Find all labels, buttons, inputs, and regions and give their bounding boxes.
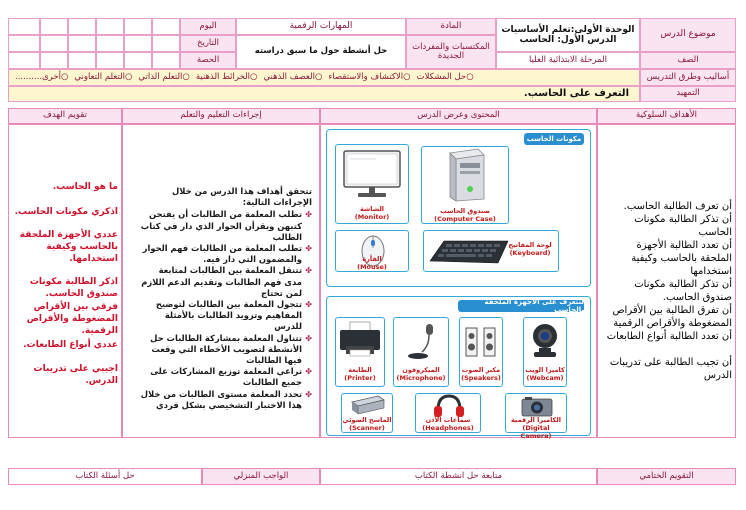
empty-cell xyxy=(68,52,96,69)
mouse-label-ar: الفأرة xyxy=(362,255,382,263)
objective-item: أن تجيب الطالبة على تدريبات الدرس xyxy=(609,357,732,381)
digital-camera-labels xyxy=(506,416,566,440)
keyboard-icon xyxy=(426,235,510,269)
empty-cell xyxy=(124,18,152,35)
radio-icon[interactable]: ○ xyxy=(466,71,474,82)
keyboard-card xyxy=(423,230,559,272)
radio-icon[interactable]: ○ xyxy=(250,71,258,82)
digital-camera-icon xyxy=(520,395,554,417)
empty-cell xyxy=(96,18,124,35)
empty-cell xyxy=(96,35,124,52)
method-item: ○ حل المشكلات xyxy=(416,71,474,82)
radio-icon[interactable]: ○ xyxy=(314,71,323,82)
radio-icon[interactable]: ○ xyxy=(60,71,69,82)
empty-cell xyxy=(96,52,124,69)
period-label: الحصة xyxy=(180,52,236,69)
headphones-card xyxy=(415,393,481,433)
column-header-content: المحتوى وعرض الدرس xyxy=(320,108,597,124)
procedures-intro: تتحقق أهداف هذا الدرس من خلال الإجراءات التالية: xyxy=(172,186,312,208)
microphone-card xyxy=(393,317,449,387)
empty-cell xyxy=(152,52,180,69)
procedures-list xyxy=(140,186,312,411)
printer-icon xyxy=(336,318,384,362)
procedure-item: ✤ تتناول المعلمة بمشاركة الطالبات حل الأنشطة لتصويب الأخطاء التي وقعت فيها الطالبات xyxy=(140,333,312,367)
speakers-label-en: (Speakers) xyxy=(461,374,501,382)
webcam-label-en: (Webcam) xyxy=(526,374,564,382)
objective-item: أن تفرق الطالبة بين الأقراص المضغوطة والأقراص الرقمية xyxy=(612,305,732,329)
mouse-labels xyxy=(336,255,408,271)
speakers-icon xyxy=(460,318,502,362)
procedure-item: ✤ تتجول المعلمة بين الطالبات لتوضيح المفاهيم وتزويد الطالبات بالأمثلة للدرس xyxy=(140,299,312,333)
book-questions-value: حل أسئلة الكتاب xyxy=(8,468,202,485)
monitor-label-ar: الشاشة xyxy=(359,205,385,213)
peripherals-panel-title: لنتعرف على الأجهزة الملحقة بالحاسب xyxy=(458,300,584,312)
keyboard-labels xyxy=(506,241,554,257)
microphone-icon xyxy=(394,318,448,362)
empty-cell xyxy=(40,52,68,69)
radio-icon[interactable]: ○ xyxy=(403,71,411,82)
speakers-card xyxy=(459,317,503,387)
intro-row xyxy=(8,86,640,102)
empty-cell xyxy=(124,35,152,52)
digital-camera-label-ar: الكاميرا الرقمية xyxy=(510,416,562,424)
keyboard-label-en: (Keyboard) xyxy=(509,249,551,257)
components-panel-title: مكونات الحاسب xyxy=(524,133,584,145)
evaluation-item: عددي الأجهزة الملحقة بالحاسب وكيفية استخدامها. xyxy=(19,230,118,264)
objectives-list xyxy=(602,200,732,382)
empty-cell xyxy=(68,18,96,35)
evaluation-item: اجيبي على تدريبات الدرس. xyxy=(33,364,118,386)
date-label: التاريخ xyxy=(180,35,236,52)
computer-case-icon xyxy=(422,147,508,203)
final-eval-label: التقويم الختامي xyxy=(597,468,736,485)
computer-case-card xyxy=(421,146,509,224)
grade-value: المرحلة الابتدائية العليا xyxy=(496,52,640,69)
intro-value: التعرف على الحاسب. xyxy=(523,88,629,100)
empty-cell xyxy=(124,52,152,69)
vocab-label: المكتسبات والمفردات الجديدة xyxy=(406,35,496,69)
grade-label: الصف xyxy=(640,52,736,69)
evaluation-item: فرقي بين الأقراص المضغوطة والأقراص الرقمية. xyxy=(26,302,118,336)
column-header-procedures: إجراءات التعليم والتعلم xyxy=(122,108,320,124)
objective-item: أن تعرف الطالبة الحاسب. xyxy=(623,201,732,212)
objective-item: أن تعدد الطالبة الأجهزة الملحقة بالحاسب وكيفية استخدامها xyxy=(631,240,732,277)
procedure-item: ✤ تطلب المعلمة من الطالبات أن يفتحن كتبهن ويقرأن الحوار الذي دار في كتاب الطالب xyxy=(140,209,312,243)
microphone-label-ar: الميكروفون xyxy=(402,366,440,374)
empty-cell xyxy=(152,18,180,35)
speakers-label-ar: مكبر الصوت xyxy=(461,366,501,374)
mouse-label-en: (Mouse) xyxy=(357,263,387,271)
microphone-label-en: (Microphone) xyxy=(396,374,446,382)
method-item: ○ التعلم الذاتي xyxy=(138,71,190,82)
procedure-item: ✤ تراعي المعلمة توزيع المشاركات على جميع الطالبات xyxy=(140,366,312,388)
scanner-labels xyxy=(342,416,392,432)
scanner-icon xyxy=(348,394,388,418)
method-item: ○ التعلم التعاوني xyxy=(74,71,133,82)
methods-row xyxy=(8,69,640,86)
method-item: ○ الخرائط الذهنية xyxy=(195,71,258,82)
computer-case-label-en: (Computer Case) xyxy=(434,215,496,223)
radio-icon[interactable]: ○ xyxy=(124,71,133,82)
headphones-icon xyxy=(432,394,466,418)
material-label: المادة xyxy=(406,18,496,35)
empty-cell xyxy=(68,35,96,52)
subject-value-line-2: الدرس الأول: الحاسب xyxy=(519,35,617,45)
empty-cell xyxy=(40,35,68,52)
empty-cell xyxy=(8,35,40,52)
subject-value xyxy=(496,18,640,52)
vocab-value: حل أنشطة حول ما سبق دراسته xyxy=(236,35,406,69)
objective-item: أن تعدد الطالبة أنواع الطابعات xyxy=(606,331,732,342)
day-label: اليوم xyxy=(180,18,236,35)
digital-camera-label-en: (Digital Camera) xyxy=(520,424,552,440)
evaluation-list xyxy=(12,181,118,387)
column-header-objectives: الأهداف السلوكية xyxy=(597,108,736,124)
printer-card xyxy=(335,317,385,387)
header-table xyxy=(8,18,736,70)
objective-item: أن تذكر الطالبة مكونات صندوق الحاسب. xyxy=(634,279,732,303)
empty-cell xyxy=(40,18,68,35)
peripherals-panel xyxy=(326,296,591,440)
subject-label: موضوع الدرس xyxy=(640,18,736,52)
computer-case-label-ar: صندوق الحاسب xyxy=(440,207,490,215)
methods-label: أساليب وطرق التدريس xyxy=(640,69,736,86)
components-panel xyxy=(326,129,591,287)
headphones-labels xyxy=(416,416,480,432)
empty-cell xyxy=(152,35,180,52)
digital-camera-card xyxy=(505,393,567,440)
procedure-item: ✤ تتنقل المعلمة بين الطالبات لمتابعة مدى فهم الطالبات وتقديم الدعم اللازم لمن تحتاج xyxy=(140,265,312,299)
scanner-card xyxy=(341,393,393,433)
monitor-card xyxy=(335,144,409,224)
webcam-card xyxy=(523,317,567,387)
evaluation-item: اذكري مكونات الحاسب. xyxy=(14,207,118,217)
monitor-icon xyxy=(336,145,408,201)
method-item: ○ العصف الذهني xyxy=(263,71,323,82)
webcam-label-ar: كاميرا الويب xyxy=(525,366,565,374)
homework-label: الواجب المنزلي xyxy=(202,468,320,485)
empty-cell xyxy=(8,18,40,35)
method-item: ○ أخرى.......... xyxy=(15,71,69,82)
procedure-item: ✤ تحدد المعلمة مستوى الطالبات من خلال هذا الاختبار التشخيصي بشكل فردي xyxy=(140,389,312,411)
evaluation-item: ما هو الحاسب. xyxy=(52,182,118,192)
radio-icon[interactable]: ○ xyxy=(182,71,190,82)
empty-cell xyxy=(8,52,40,69)
printer-label-en: (Printer) xyxy=(344,374,376,382)
printer-label-ar: الطابعة xyxy=(348,366,372,374)
headphones-label-en: (Headphones) xyxy=(422,424,474,432)
headphones-label-ar: سماعات الأذن xyxy=(425,416,471,424)
objective-item: أن تذكر الطالبة مكونات الحاسب xyxy=(634,214,732,238)
procedure-item: ✤ تطلب المعلمة من الطالبات فهم الحوار والمضمون التي دار فيه. xyxy=(140,243,312,265)
keyboard-label-ar: لوحة المفاتيح xyxy=(508,241,552,249)
mouse-card xyxy=(335,230,409,272)
column-header-evaluation: تقويم الهدف xyxy=(8,108,122,124)
evaluation-item: عددي أنواع الطابعات. xyxy=(23,340,118,350)
method-item: ○ الاكتشاف والاستقصاء xyxy=(328,71,411,82)
evaluation-item: اذكر الطالبة مكونات صندوق الحاسب. xyxy=(29,277,118,299)
material-value: المهارات الرقمية xyxy=(236,18,406,35)
monitor-label-en: (Monitor) xyxy=(354,213,390,221)
followup-value: متابعة حل انشطة الكتاب xyxy=(320,468,597,485)
scanner-label-en: (Scanner) xyxy=(349,424,385,432)
scanner-label-ar: الماسح الضوئي xyxy=(342,416,392,424)
webcam-icon xyxy=(524,318,566,362)
subject-value-line-1: الوحدة الأولى:تعلم الأساسيات xyxy=(501,24,635,35)
intro-label: التمهيد xyxy=(640,86,736,102)
